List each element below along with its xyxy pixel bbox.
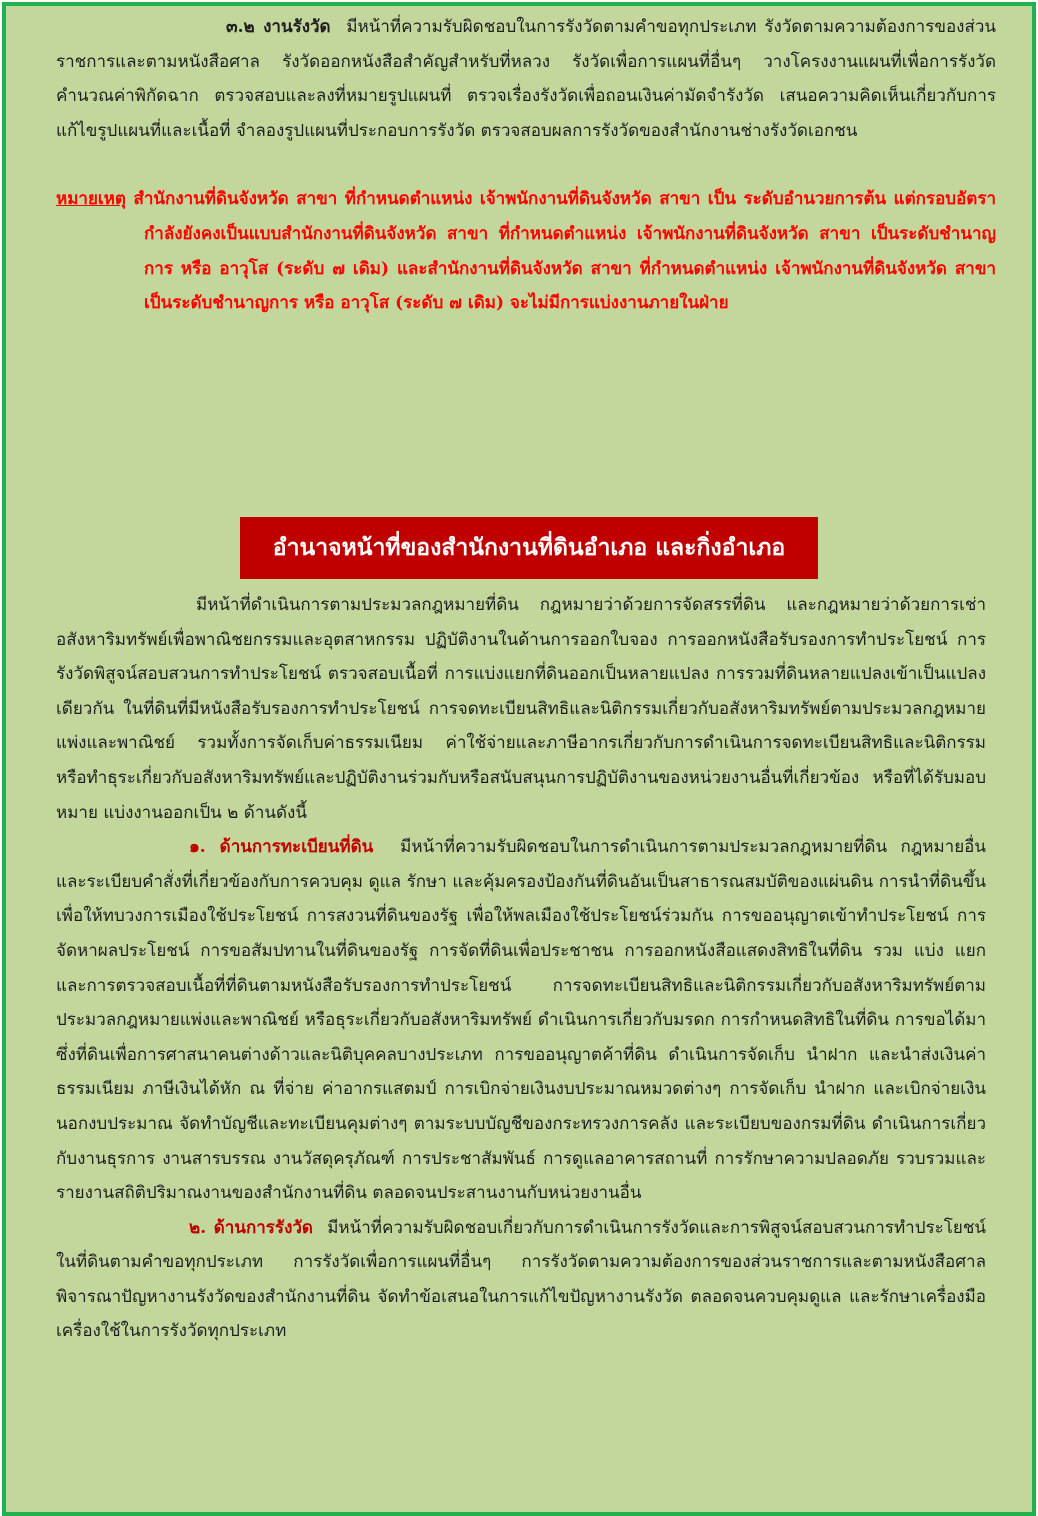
note-text: สำนักงานที่ดินจังหวัด สาขา ที่กำหนดตำแหน่ง เจ้าพนักงานที่ดินจังหวัด สาขา เป็น ระดับอำนวยการต้น แต่กรอบอัตรากำลังยังคงเป็นแบบสำนักงานที่ดินจังหวัด สาขา ที่กำหนดตำแหน่ง เจ้าพนักงานที่ดินจังหวัด สาขา เป็นระดับชำนาญการ หรือ อาวุโส (ระดับ ๗ เดิม) และสำนักงานที่ดินจังหวัด สาขา ที่กำหนดตำแหน่ง เจ้าพนักงานที่ดินจังหวัด สาขา เป็นระดับชำนาญการ หรือ อาวุโส (ระดับ ๗ เดิม) จะไม่มีการแบ่งงานภายในฝ่าย (125, 189, 996, 314)
note-paragraph (56, 182, 996, 320)
document-page (2, 2, 1036, 1516)
section-3-2-paragraph (56, 10, 996, 148)
section-3-2-text: มีหน้าที่ความรับผิดชอบในการรังวัดตามคำขอทุกประเภท รังวัดตามความต้องการของส่วนราชการและตามหนังสือศาล รังวัดออกหนังสือสำคัญสำหรับที่หลวง รังวัดเพื่อการแผนที่อื่นๆ วางโครงงานแผนที่เพื่อการรังวัด คำนวณค่าพิกัดฉาก ตรวจสอบและลงที่หมายรูปแผนที่ ตรวจเรื่องรังวัดเพื่อถอนเงินค่ามัดจำรังวัด เสนอความคิดเห็นเกี่ยวกับการแก้ไขรูปแผนที่และเนื้อที่ จำลองรูปแผนที่ประกอบการรังวัด ตรวจสอบผลการรังวัดของสำนักงานช่างรังวัดเอกชน (56, 17, 996, 141)
section-banner (240, 517, 818, 579)
section-1-text: มีหน้าที่ความรับผิดชอบในการดำเนินการตามประมวลกฎหมายที่ดิน กฎหมายอื่น และระเบียบคำสั่งที่เกี่ยวข้องกับการควบคุม ดูแล รักษา และคุ้มครองป้องกันที่ดินอันเป็นสาธารณสมบัติของแผ่นดิน การนำที่ดินขึ้นเพื่อให้ทบวงการเมืองใช้ประโยชน์ การสงวนที่ดินของรัฐ เพื่อให้พลเมืองใช้ประโยชน์ร่วมกัน การขออนุญาตเข้าทำประโยชน์ การจัดหาผลประโยชน์ การขอสัมปทานในที่ดินของรัฐ การจัดที่ดินเพื่อประชาชน การออกหนังสือแสดงสิทธิในที่ดิน รวม แบ่ง แยก และการตรวจสอบเนื้อที่ที่ดินตามหนังสือรับรองการทำประโยชน์ การจดทะเบียนสิทธิและนิติกรรมเกี่ยวกับอสังหาริมทรัพย์ตามประมวลกฎหมายแพ่งและพาณิชย์ หรือธุระเกี่ยวกับอสังหาริมทรัพย์ ดำเนินการเกี่ยวกับมรดก การกำหนดสิทธิในที่ดิน การขอได้มาซึ่งที่ดินเพื่อการศาสนาคนต่างด้าวและนิติบุคคลบางประเภท การขออนุญาตค้าที่ดิน ดำเนินการจัดเก็บ นำฝาก และนำส่งเงินค่าธรรมเนียม ภาษีเงินได้หัก ณ ที่จ่าย ค่าอากรแสตมป์ การเบิกจ่ายเงินงบประมาณหมวดต่างๆ การจัดเก็บ นำฝาก และเบิกจ่ายเงินนอกงบประมาณ จัดทำบัญชีและทะเบียนคุมต่างๆ ตามระบบบัญชีของกระทรวงการคลัง และระเบียบของกรมที่ดิน ดำเนินการเกี่ยวกับงานธุรการ งานสารบรรณ งานวัสดุครุภัณฑ์ การประชาสัมพันธ์ การดูแลอาคารสถานที่ การรักษาความปลอดภัย รวบรวมและรายงานสถิติปริมาณงานของสำนักงานที่ดิน ตลอดจนประสานงานกับหน่วยงานอื่น (56, 837, 986, 1204)
section-1-heading: ๑. ด้านการทะเบียนที่ดิน (189, 837, 374, 858)
note-label: หมายเหตุ (56, 189, 126, 210)
top-content (56, 10, 996, 321)
district-office-content (56, 588, 986, 1349)
section-2-paragraph (56, 1211, 986, 1349)
section-2-text: มีหน้าที่ความรับผิดชอบเกี่ยวกับการดำเนินการรังวัดและการพิสูจน์สอบสวนการทำประโยชน์ในที่ดินตามคำขอทุกประเภท การรังวัดเพื่อการแผนที่อื่นๆ การรังวัดตามความต้องการของส่วนราชการและตามหนังสือศาล พิจารณาปัญหางานรังวัดของสำนักงานที่ดิน จัดทำข้อเสนอในการแก้ไขปัญหางานรังวัด ตลอดจนควบคุมดูแล และรักษาเครื่องมือเครื่องใช้ในการรังวัดทุกประเภท (56, 1217, 986, 1342)
intro-paragraph: มีหน้าที่ดำเนินการตามประมวลกฎหมายที่ดิน กฎหมายว่าด้วยการจัดสรรที่ดิน และกฎหมายว่าด้วยการเช่าอสังหาริมทรัพย์เพื่อพาณิชยกรรมและอุตสาหกรรม ปฏิบัติงานในด้านการออกใบจอง การออกหนังสือรับรองการทำประโยชน์ การรังวัดพิสูจน์สอบสวนการทำประโยชน์ ตรวจสอบเนื้อที่ การแบ่งแยกที่ดินออกเป็นหลายแปลง การรวมที่ดินหลายแปลงเข้าเป็นแปลงเดียวกัน ในที่ดินที่มีหนังสือรับรองการทำประโยชน์ การจดทะเบียนสิทธิและนิติกรรมเกี่ยวกับอสังหาริมทรัพย์ตามประมวลกฎหมายแพ่งและพาณิชย์ รวมทั้งการจัดเก็บค่าธรรมเนียม ค่าใช้จ่ายและภาษีอากรเกี่ยวกับการดำเนินการจดทะเบียนสิทธิและนิติกรรม หรือทำธุระเกี่ยวกับอสังหาริมทรัพย์และปฏิบัติงานร่วมกับหรือสนับสนุนการปฏิบัติงานของหน่วยงานอื่นที่เกี่ยวข้อง หรือที่ได้รับมอบหมาย แบ่งงานออกเป็น ๒ ด้านดังนี้ (56, 595, 986, 823)
section-3-2-heading: ๓.๒ งานรังวัด (226, 17, 331, 37)
banner-title: อำนาจหน้าที่ของสำนักงานที่ดินอำเภอ และกิ่งอำเภอ (272, 534, 786, 561)
section-2-heading: ๒. ด้านการรังวัด (189, 1217, 313, 1238)
section-1-paragraph (56, 830, 986, 1211)
